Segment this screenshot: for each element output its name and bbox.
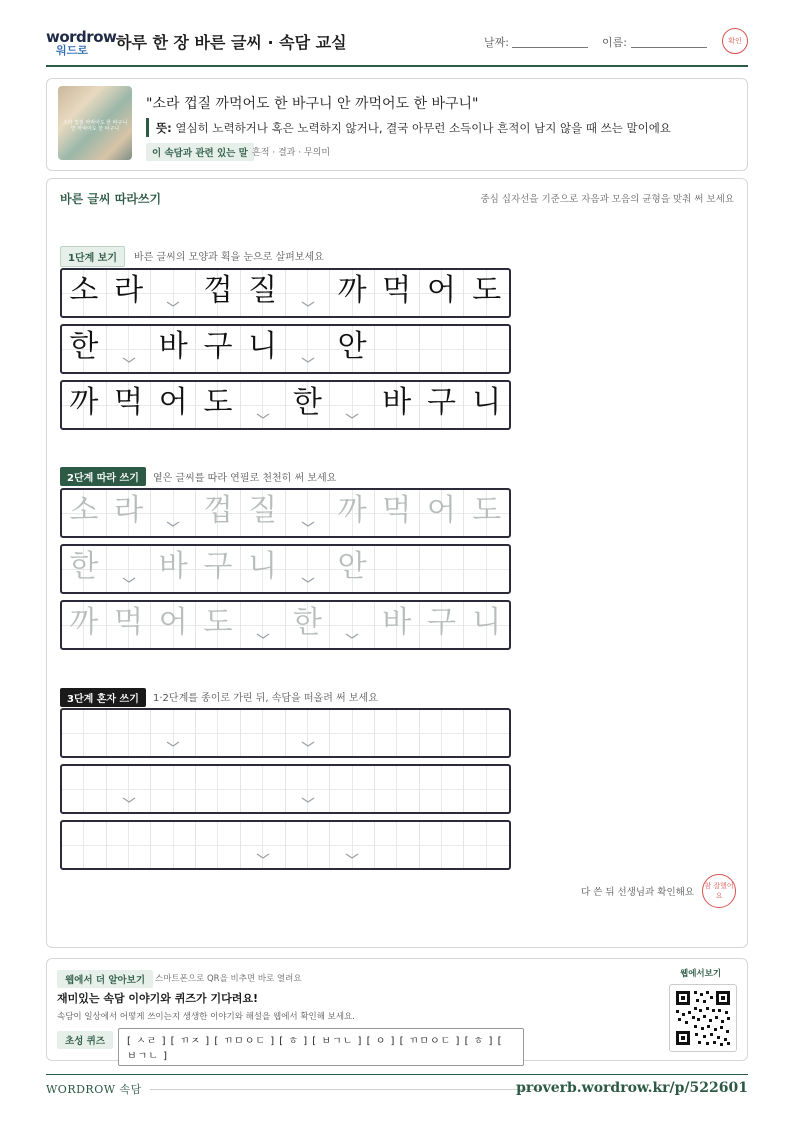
grid-cell xyxy=(330,270,375,316)
trace-character: 먹 xyxy=(382,493,412,528)
grid-cell[interactable] xyxy=(241,766,286,812)
grid-cell[interactable] xyxy=(330,710,375,756)
model-character: 한 xyxy=(292,385,322,420)
space-mark-icon xyxy=(345,404,359,423)
grid-cell[interactable] xyxy=(420,490,465,536)
space-mark-icon xyxy=(256,404,270,423)
grid-cell xyxy=(375,382,420,428)
grid-cell[interactable] xyxy=(241,490,286,536)
step3-grid-row[interactable] xyxy=(60,764,511,814)
footer-brand: WORDROW 속담 xyxy=(46,1083,142,1096)
grid-cell[interactable] xyxy=(330,490,375,536)
grid-cell[interactable] xyxy=(62,602,107,648)
trace-character: 도 xyxy=(472,493,502,528)
footer-rule xyxy=(46,1074,748,1075)
grid-cell xyxy=(62,326,107,372)
grid-cell[interactable] xyxy=(464,766,509,812)
space-mark-icon xyxy=(166,732,180,751)
space-mark-icon xyxy=(256,844,270,863)
model-character: 어 xyxy=(158,385,188,420)
step1-grid-row xyxy=(60,268,511,318)
proverb-meaning xyxy=(156,120,671,136)
related-words: 흔적 · 결과 · 무의미 xyxy=(252,148,331,158)
grid-cell[interactable] xyxy=(375,710,420,756)
space-mark-icon xyxy=(122,788,136,807)
grid-cell[interactable] xyxy=(286,710,331,756)
trace-character: 구 xyxy=(203,549,233,584)
grid-cell[interactable] xyxy=(330,766,375,812)
grid-cell[interactable] xyxy=(107,546,152,592)
space-mark-icon xyxy=(301,292,315,311)
grid-cell[interactable] xyxy=(375,822,420,868)
seal-text: 확인 xyxy=(728,37,742,45)
grid-cell[interactable] xyxy=(464,822,509,868)
model-character: 안 xyxy=(337,329,367,364)
grid-cell xyxy=(464,326,509,372)
model-character: 바 xyxy=(158,329,188,364)
practice-title: 바른 글씨 따라쓰기 xyxy=(60,192,162,206)
name-label: 이름: xyxy=(602,36,627,49)
grid-cell[interactable] xyxy=(107,490,152,536)
grid-cell[interactable] xyxy=(330,546,375,592)
quiz-label: 초성 퀴즈 xyxy=(57,1031,113,1049)
step3-desc: 1·2단계를 종이로 가린 뒤, 속담을 떠올려 써 보세요 xyxy=(153,693,378,704)
grid-cell[interactable] xyxy=(196,490,241,536)
grid-cell[interactable] xyxy=(151,546,196,592)
grid-cell[interactable] xyxy=(107,766,152,812)
logo-wordmark: wordrow xyxy=(46,28,117,46)
step3-grid-row[interactable] xyxy=(60,820,511,870)
step3-badge: 3단계 혼자 쓰기 xyxy=(60,688,146,707)
trace-character: 바 xyxy=(158,549,188,584)
step1-grid-row xyxy=(60,324,511,374)
chosung-quiz: [ ㅅㄹ ] [ ㄲㅈ ] [ ㄲㅁㅇㄷ ] [ ㅎ ] [ ㅂㄱㄴ ] [ ㅇ ] [ ㄲㅁㅇㄷ ] [ ㅎ ] [ ㅂㄱㄴ ] xyxy=(118,1028,524,1066)
grid-cell[interactable] xyxy=(107,602,152,648)
grid-cell xyxy=(330,326,375,372)
step1-desc: 바른 글씨의 모양과 획을 눈으로 살펴보세요 xyxy=(134,252,324,263)
grid-cell[interactable] xyxy=(375,546,420,592)
page-title: 하루 한 장 바른 글씨 · 속담 교실 xyxy=(116,33,347,52)
trace-character: 구 xyxy=(426,605,456,640)
trace-character: 까 xyxy=(337,493,367,528)
grid-cell[interactable] xyxy=(375,766,420,812)
logo-korean: 워드로 xyxy=(56,44,88,57)
space-mark-icon xyxy=(345,624,359,643)
space-mark-icon xyxy=(345,844,359,863)
grid-cell xyxy=(241,382,286,428)
trace-character: 소 xyxy=(69,493,99,528)
grid-cell xyxy=(151,270,196,316)
grid-cell[interactable] xyxy=(375,490,420,536)
model-character: 구 xyxy=(203,329,233,364)
illustration-caption: 소라 껍질 까먹어도 한 바구니 안 까먹어도 한 바구니 xyxy=(62,120,128,132)
grid-cell xyxy=(286,382,331,428)
grid-cell xyxy=(196,270,241,316)
grid-cell[interactable] xyxy=(286,546,331,592)
web-tag: 웹에서 더 알아보기 xyxy=(57,970,153,988)
grid-cell[interactable] xyxy=(420,822,465,868)
grid-cell xyxy=(241,326,286,372)
date-field[interactable] xyxy=(512,47,588,48)
trace-character: 어 xyxy=(158,605,188,640)
grid-cell xyxy=(375,270,420,316)
grid-cell[interactable] xyxy=(286,822,331,868)
web-tag-desc: 스마트폰으로 QR을 비추면 바로 열려요 xyxy=(155,974,302,984)
model-character: 까 xyxy=(69,385,99,420)
step2-grid-row[interactable] xyxy=(60,600,511,650)
model-character: 한 xyxy=(69,329,99,364)
meaning-label: 뜻: xyxy=(156,121,172,135)
space-mark-icon xyxy=(301,732,315,751)
grid-cell[interactable] xyxy=(62,822,107,868)
grid-cell[interactable] xyxy=(420,546,465,592)
space-mark-icon xyxy=(122,348,136,367)
model-character: 먹 xyxy=(382,273,412,308)
grid-cell[interactable] xyxy=(286,766,331,812)
space-mark-icon xyxy=(166,512,180,531)
footer-divider xyxy=(150,1089,542,1090)
step2-grid-row[interactable] xyxy=(60,544,511,594)
grid-cell[interactable] xyxy=(107,710,152,756)
grid-cell xyxy=(151,326,196,372)
grid-cell[interactable] xyxy=(420,602,465,648)
trace-character: 한 xyxy=(69,549,99,584)
trace-character: 먹 xyxy=(114,605,144,640)
grid-cell xyxy=(375,326,420,372)
space-mark-icon xyxy=(166,292,180,311)
grid-cell[interactable] xyxy=(330,602,375,648)
related-tag: 이 속담과 관련 있는 말 xyxy=(146,143,254,161)
qr-label: 웹에서보기 xyxy=(680,969,722,979)
check-note: 다 쓴 뒤 선생님과 확인해요 xyxy=(580,887,694,898)
footer-url[interactable]: proverb.wordrow.kr/p/522601 xyxy=(516,1080,748,1096)
header-rule xyxy=(46,65,748,67)
model-character: 니 xyxy=(472,385,502,420)
grid-cell[interactable] xyxy=(196,822,241,868)
step3-grid-row[interactable] xyxy=(60,708,511,758)
qr-code-graphic xyxy=(670,985,736,1051)
grid-cell xyxy=(464,382,509,428)
trace-character: 라 xyxy=(114,493,144,528)
model-character: 바 xyxy=(382,385,412,420)
grid-cell xyxy=(420,326,465,372)
model-character: 니 xyxy=(248,329,278,364)
grid-cell[interactable] xyxy=(241,710,286,756)
grid-cell[interactable] xyxy=(464,546,509,592)
step2-badge: 2단계 따라 쓰기 xyxy=(60,467,146,486)
grid-cell[interactable] xyxy=(107,822,152,868)
trace-character: 한 xyxy=(292,605,322,640)
model-character: 라 xyxy=(114,273,144,308)
grid-cell[interactable] xyxy=(196,602,241,648)
grid-cell xyxy=(107,270,152,316)
model-character: 까 xyxy=(337,273,367,308)
grid-cell xyxy=(420,382,465,428)
space-mark-icon xyxy=(256,624,270,643)
model-character: 어 xyxy=(426,273,456,308)
name-field[interactable] xyxy=(631,47,707,48)
grid-cell[interactable] xyxy=(62,766,107,812)
grid-cell[interactable] xyxy=(286,602,331,648)
grid-cell xyxy=(196,326,241,372)
space-mark-icon xyxy=(301,568,315,587)
grid-cell[interactable] xyxy=(241,822,286,868)
grid-cell xyxy=(62,382,107,428)
grid-cell[interactable] xyxy=(420,710,465,756)
model-character: 구 xyxy=(426,385,456,420)
date-label: 날짜: xyxy=(484,36,509,49)
space-mark-icon xyxy=(301,512,315,531)
grid-cell xyxy=(420,270,465,316)
grid-cell xyxy=(196,382,241,428)
trace-character: 까 xyxy=(69,605,99,640)
grid-cell[interactable] xyxy=(330,822,375,868)
grid-cell xyxy=(151,382,196,428)
grid-cell xyxy=(286,326,331,372)
grid-cell[interactable] xyxy=(151,710,196,756)
proverb-illustration xyxy=(58,86,132,160)
proverb-text: "소라 껍질 까먹어도 한 바구니 안 까먹어도 한 바구니" xyxy=(146,96,479,112)
model-character: 질 xyxy=(248,273,278,308)
grid-cell xyxy=(107,382,152,428)
trace-character: 도 xyxy=(203,605,233,640)
space-mark-icon xyxy=(301,788,315,807)
space-mark-icon xyxy=(122,568,136,587)
praise-stamp-icon xyxy=(702,874,736,908)
grid-cell[interactable] xyxy=(464,490,509,536)
model-character: 껍 xyxy=(203,273,233,308)
grid-cell[interactable] xyxy=(241,546,286,592)
grid-cell[interactable] xyxy=(62,546,107,592)
grid-cell[interactable] xyxy=(151,490,196,536)
check-seal-icon xyxy=(722,28,748,54)
model-character: 먹 xyxy=(114,385,144,420)
grid-cell xyxy=(107,326,152,372)
grid-cell[interactable] xyxy=(62,710,107,756)
model-character: 소 xyxy=(69,273,99,308)
grid-cell[interactable] xyxy=(464,710,509,756)
trace-character: 질 xyxy=(248,493,278,528)
practice-hint: 중심 십자선을 기준으로 자음과 모음의 균형을 맞춰 써 보세요 xyxy=(480,194,734,205)
trace-character: 껍 xyxy=(203,493,233,528)
grid-cell xyxy=(62,270,107,316)
model-character: 도 xyxy=(203,385,233,420)
grid-cell xyxy=(241,270,286,316)
step1-grid-row xyxy=(60,380,511,430)
web-headline: 재미있는 속담 이야기와 퀴즈가 기다려요! xyxy=(57,992,258,1005)
stamp-text: 참 잘했어요 xyxy=(704,882,734,900)
grid-cell[interactable] xyxy=(62,490,107,536)
grid-cell xyxy=(464,270,509,316)
trace-character: 안 xyxy=(337,549,367,584)
trace-character: 니 xyxy=(472,605,502,640)
grid-cell[interactable] xyxy=(464,602,509,648)
grid-cell xyxy=(330,382,375,428)
grid-cell[interactable] xyxy=(196,710,241,756)
trace-character: 니 xyxy=(248,549,278,584)
meaning-text: 열심히 노력하거나 혹은 노력하지 않거나, 결국 아무런 소득이나 흔적이 남지 않을 때 쓰는 말이에요 xyxy=(175,121,671,135)
space-mark-icon xyxy=(301,348,315,367)
grid-cell[interactable] xyxy=(241,602,286,648)
model-character: 도 xyxy=(472,273,502,308)
grid-cell[interactable] xyxy=(196,766,241,812)
wordrow-logo xyxy=(46,28,117,58)
step2-grid-row[interactable] xyxy=(60,488,511,538)
grid-cell[interactable] xyxy=(420,766,465,812)
grid-cell[interactable] xyxy=(375,602,420,648)
grid-cell[interactable] xyxy=(286,490,331,536)
grid-cell xyxy=(286,270,331,316)
qr-code-icon[interactable] xyxy=(669,984,737,1052)
meaning-accent-bar xyxy=(146,118,149,137)
trace-character: 바 xyxy=(382,605,412,640)
step2-desc: 옅은 글씨를 따라 연필로 천천히 써 보세요 xyxy=(153,473,337,484)
web-desc: 속담이 일상에서 어떻게 쓰이는지 생생한 이야기와 해설을 웹에서 확인해 보세요. xyxy=(57,1012,355,1022)
grid-cell[interactable] xyxy=(151,602,196,648)
step1-badge: 1단계 보기 xyxy=(60,246,125,267)
grid-cell[interactable] xyxy=(151,766,196,812)
grid-cell[interactable] xyxy=(196,546,241,592)
trace-character: 어 xyxy=(426,493,456,528)
grid-cell[interactable] xyxy=(151,822,196,868)
